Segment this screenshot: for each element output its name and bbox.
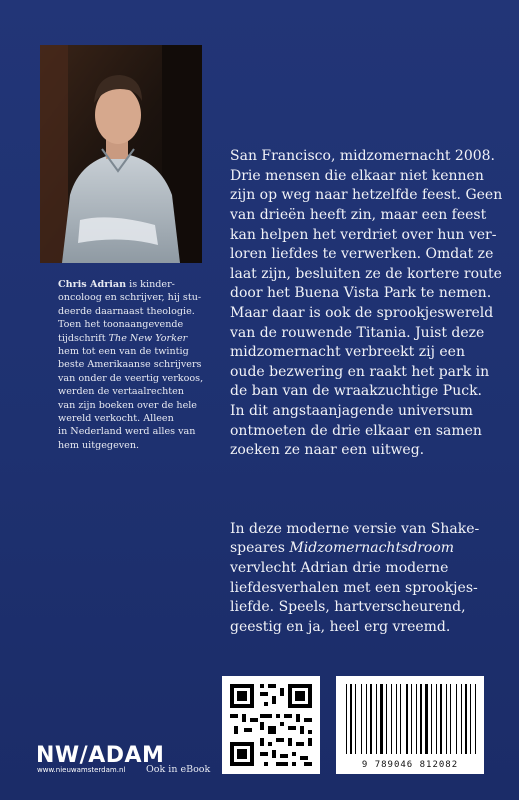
barcode-bar [461, 684, 462, 754]
blurb-line: loren liefdes te verwerken. Omdat ze [230, 246, 494, 263]
bio-line: van onder de veertig verkoos, [58, 372, 204, 384]
blurb-line: geestig en ja, heel erg vreemd. [230, 618, 451, 635]
blurb-line: van de rouwende Titania. Juist deze [230, 324, 485, 341]
blurb-line: liefde. Speels, hartverscheurend, [230, 599, 466, 616]
blurb-paragraph-1 [230, 147, 510, 461]
bio-line: wereld verkocht. Alleen [58, 413, 174, 425]
barcode-bar [475, 684, 476, 754]
bio-line: is kinder- [126, 279, 175, 290]
publisher-logo: NW/ADAM [36, 743, 165, 768]
isbn-number: 9 789046 812082 [361, 760, 459, 770]
barcode-bar [376, 684, 377, 754]
bio-line: deerde daarnaast theologie. [58, 305, 195, 317]
barcode-bar [380, 684, 383, 754]
bio-line: van zijn boeken over de hele [58, 399, 197, 411]
barcode-bar [391, 684, 392, 754]
book-blurb [230, 108, 510, 677]
blurb-line: Maar daar is ook de sprookjeswereld [230, 304, 494, 321]
barcode-icon [336, 676, 484, 762]
blurb-line: Drie mensen die elkaar niet kennen [230, 167, 484, 184]
barcode-bar [346, 684, 347, 754]
blurb-line: ontmoeten de drie elkaar en samen [230, 422, 482, 439]
blurb-line: van drieën heeft zin, maar een feest [230, 206, 487, 223]
blurb-line: oude bezwering en raakt het park in [230, 363, 490, 380]
blurb-line: San Francisco, midzomernacht 2008. [230, 148, 495, 165]
author-portrait-image [40, 45, 202, 263]
barcode-bar [425, 684, 428, 754]
barcode-bar [420, 684, 422, 754]
barcode-bar [440, 684, 442, 754]
bio-line: werden de vertaalrechten [58, 386, 184, 398]
barcode-bar [366, 684, 367, 754]
bio-line: Toen het toonaangevende [58, 319, 184, 331]
barcode-bar [416, 684, 417, 754]
blurb-line: vervlecht Adrian drie moderne [230, 560, 449, 577]
blurb-line: zoeken ze naar een uitweg. [230, 442, 425, 459]
blurb-line: door het Buena Vista Park te nemen. [230, 285, 492, 302]
barcode-bar [450, 684, 451, 754]
barcode-bar [436, 684, 437, 754]
bio-line: oncoloog en schrijver, hij stu- [58, 292, 202, 304]
blurb-line: de ban van de wraakzuchtige Puck. [230, 383, 483, 400]
isbn-barcode [336, 676, 484, 774]
barcode-bar [361, 684, 362, 754]
bio-line: hem uitgegeven. [58, 439, 140, 451]
barcode-bar [350, 684, 352, 754]
barcode-bar [386, 684, 387, 754]
qr-code-icon [222, 676, 320, 774]
author-bio [58, 278, 218, 452]
barcode-bar [465, 684, 467, 754]
magazine-title: The New Yorker [108, 332, 188, 344]
blurb-paragraph-2 [230, 520, 510, 638]
barcode-bar [411, 684, 412, 754]
barcode-bar [446, 684, 447, 754]
author-photo [40, 45, 202, 263]
barcode-bar [470, 684, 471, 754]
barcode-bar [456, 684, 457, 754]
blurb-line: liefdesverhalen met een sprookjes- [230, 579, 478, 596]
play-title: Midzomernachtsdroom [289, 540, 455, 557]
blurb-line: In deze moderne versie van Shake- [230, 520, 480, 537]
publisher-website: www.nieuwamsterdam.nl [37, 766, 126, 774]
blurb-line: laat zijn, besluiten ze de kortere route [230, 265, 502, 282]
bio-line: hem tot een van de twintig [58, 346, 189, 358]
barcode-bar [431, 684, 432, 754]
barcode-bar [400, 684, 401, 754]
blurb-line: zijn op weg naar hetzelfde feest. Geen [230, 187, 503, 204]
barcode-bar [396, 684, 397, 754]
bio-line: tijdschrift [58, 332, 109, 344]
blurb-line: midzomernacht verbreekt zij een [230, 344, 465, 361]
blurb-line: speares [230, 540, 290, 557]
bio-line: in Nederland werd alles van [58, 426, 196, 438]
barcode-bar [355, 684, 356, 754]
bio-line: beste Amerikaanse schrijvers [58, 359, 202, 371]
barcode-bar [370, 684, 372, 754]
blurb-line: kan helpen het verdriet over hun ver- [230, 226, 497, 243]
barcode-bar [406, 684, 408, 754]
ebook-note: Ook in eBook [146, 764, 211, 775]
author-name: Chris Adrian [58, 279, 127, 290]
qr-code [222, 676, 320, 774]
blurb-line: In dit angstaanjagende universum [230, 402, 473, 419]
